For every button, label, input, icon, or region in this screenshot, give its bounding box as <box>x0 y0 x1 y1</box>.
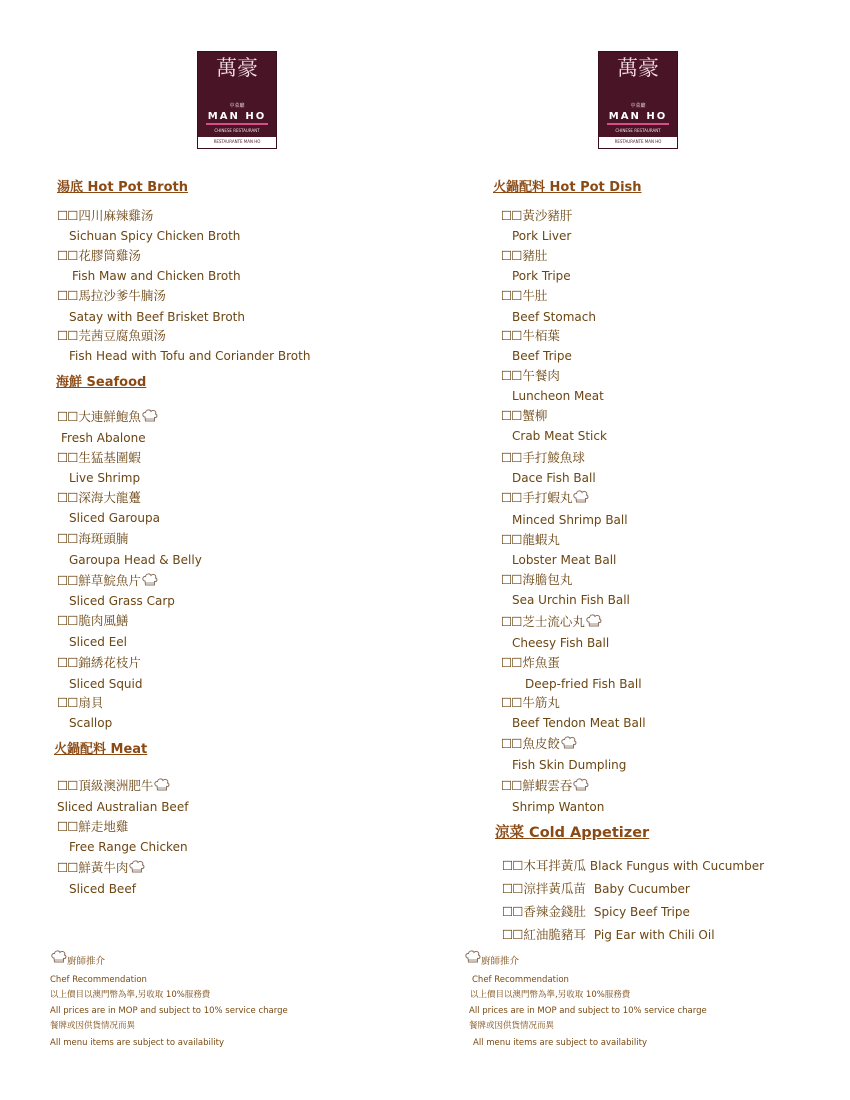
menu-item-en: Luncheon Meat <box>512 389 604 403</box>
menu-item-cn: ☐☐脆肉風鱔 <box>57 613 129 628</box>
menu-item-en: Sliced Grass Carp <box>69 594 175 608</box>
chef-hat-icon <box>586 614 602 633</box>
menu-item-cn: ☐☐牛栢葉 <box>501 328 560 343</box>
menu-item-cn: ☐☐芝士流心丸 <box>501 614 602 633</box>
menu-item-en: Fish Skin Dumpling <box>512 758 627 772</box>
footer-avail-en: All menu items are subject to availability <box>473 1038 647 1048</box>
footer-price-en: All prices are in MOP and subject to 10% service charge <box>50 1006 288 1016</box>
menu-item-cn: ☐☐蟹柳 <box>501 408 548 423</box>
menu-item-en: Crab Meat Stick <box>512 429 607 443</box>
menu-item-en: Sea Urchin Fish Ball <box>512 593 630 607</box>
menu-item-cn: ☐☐錦綉花枝片 <box>57 655 141 670</box>
chef-hat-icon <box>51 950 67 969</box>
logo-strip: RESTAURANTE MAN HO <box>599 136 677 148</box>
logo-sub-cn: 中菜廳 <box>630 103 646 109</box>
menu-item-cn: ☐☐馬拉沙爹牛腩汤 <box>57 288 166 303</box>
menu-item-en: Sliced Garoupa <box>69 511 160 525</box>
menu-item-cn: ☐☐手打鯪魚球 <box>501 450 585 465</box>
menu-item-en: Deep-fried Fish Ball <box>525 677 642 691</box>
menu-item-en: Pork Liver <box>512 229 572 243</box>
menu-item-cn: ☐☐鮮黃牛肉 <box>57 860 145 879</box>
section-heading-cold: 涼菜 Cold Appetizer <box>495 825 650 841</box>
footer-avail-cn: 餐牌或因供貨情况而異 <box>469 1021 555 1031</box>
chef-hat-icon <box>573 778 589 797</box>
footer-chef-en: Chef Recommendation <box>50 975 147 985</box>
menu-item-cn: ☐☐牛筋丸 <box>501 695 560 710</box>
menu-item-en: Shrimp Wanton <box>512 800 605 814</box>
menu-item-cn: ☐☐海膽包丸 <box>501 572 573 587</box>
logo-sub-cn: 中菜廳 <box>229 103 245 109</box>
menu-item-cn: ☐☐鮮草鯇魚片 <box>57 573 158 592</box>
menu-item-en: Sliced Squid <box>69 677 143 691</box>
menu-item-cn: ☐☐頂級澳洲肥牛 <box>57 778 170 797</box>
footer-avail-en: All menu items are subject to availability <box>50 1038 224 1048</box>
footer-avail-cn: 餐牌或因供貨情况而異 <box>50 1021 136 1031</box>
menu-item-cold: ☐☐香辣金錢肚 Spicy Beef Tripe <box>502 904 690 919</box>
logo-strip: RESTAURANTE MAN HO <box>198 136 276 148</box>
section-heading-dish: 火鍋配料 Hot Pot Dish <box>493 180 642 195</box>
menu-item-en: Live Shrimp <box>69 471 141 485</box>
menu-item-cn: ☐☐鮮走地雞 <box>57 819 129 834</box>
menu-item-cn: ☐☐深海大龍躉 <box>57 490 141 505</box>
footer-price-cn: 以上價目以澳門幣為準,另收取 10%服務費 <box>470 990 631 1000</box>
footer-chef-line: 廚師推介 <box>50 950 105 969</box>
logo-sub-en: CHINESE RESTAURANT <box>214 128 260 133</box>
menu-item-en: Cheesy Fish Ball <box>512 636 610 650</box>
menu-item-cn: ☐☐芫茜豆腐魚頭汤 <box>57 328 166 343</box>
logo-en: MAN HO <box>608 111 668 122</box>
chef-hat-icon <box>573 490 589 509</box>
menu-item-cn: ☐☐午餐肉 <box>501 368 560 383</box>
menu-item-en: Sliced Australian Beef <box>57 800 189 814</box>
menu-item-en: Sichuan Spicy Chicken Broth <box>69 229 241 243</box>
menu-item-en: Garoupa Head & Belly <box>69 553 202 567</box>
menu-item-en: Beef Tendon Meat Ball <box>512 716 646 730</box>
chef-hat-icon <box>142 573 158 592</box>
menu-item-cold: ☐☐紅油脆豬耳 Pig Ear with Chili Oil <box>502 927 715 942</box>
menu-item-en: Lobster Meat Ball <box>512 553 617 567</box>
chef-hat-icon <box>154 778 170 797</box>
menu-item-cn: ☐☐龍蝦丸 <box>501 532 560 547</box>
footer-chef-line: 廚師推介 <box>464 950 519 969</box>
menu-item-cold: ☐☐涼拌黃瓜苗 Baby Cucumber <box>502 881 690 896</box>
menu-item-en: Dace Fish Ball <box>512 471 596 485</box>
restaurant-logo <box>197 51 277 149</box>
menu-item-en: Sliced Beef <box>69 882 136 896</box>
menu-item-en: Fish Head with Tofu and Coriander Broth <box>69 349 311 363</box>
logo-sub-en: CHINESE RESTAURANT <box>615 128 661 133</box>
chef-hat-icon <box>142 409 158 428</box>
menu-item-cn: ☐☐鮮蝦雲吞 <box>501 778 589 797</box>
footer-price-cn: 以上價目以澳門幣為準,另收取 10%服務費 <box>50 990 211 1000</box>
chef-hat-icon <box>465 950 481 969</box>
menu-item-en: Pork Tripe <box>512 269 571 283</box>
logo-bar <box>206 123 268 125</box>
section-heading-seafood: 海鮮 Seafood <box>56 375 147 390</box>
footer-price-en: All prices are in MOP and subject to 10% service charge <box>469 1006 707 1016</box>
menu-item-cn: ☐☐豬肚 <box>501 248 548 263</box>
restaurant-logo <box>598 51 678 149</box>
menu-item-cn: ☐☐手打蝦丸 <box>501 490 589 509</box>
menu-item-cn: ☐☐扇貝 <box>57 695 104 710</box>
menu-item-en: Beef Stomach <box>512 310 596 324</box>
menu-item-cn: ☐☐生猛基圍蝦 <box>57 450 141 465</box>
menu-item-en: Scallop <box>69 716 113 730</box>
menu-item-cn: ☐☐大連鮮鮑魚 <box>57 409 158 428</box>
menu-item-en: Fresh Abalone <box>61 431 146 445</box>
menu-item-cn: ☐☐魚皮餃 <box>501 736 577 755</box>
section-heading-broth: 湯底 Hot Pot Broth <box>57 180 188 195</box>
menu-item-cold: ☐☐木耳拌黃瓜 Black Fungus with Cucumber <box>502 858 765 873</box>
menu-item-cn: ☐☐四川麻辣雞汤 <box>57 208 154 223</box>
menu-item-en: Minced Shrimp Ball <box>512 513 628 527</box>
chef-hat-icon <box>129 860 145 879</box>
menu-item-en: Free Range Chicken <box>69 840 188 854</box>
menu-item-cn: ☐☐花膠筒雞汤 <box>57 248 141 263</box>
footer-chef-en: Chef Recommendation <box>472 975 569 985</box>
logo-cn: 萬豪 <box>617 56 659 80</box>
menu-item-cn: ☐☐黃沙豬肝 <box>501 208 573 223</box>
menu-item-en: Sliced Eel <box>69 635 127 649</box>
menu-item-en: Beef Tripe <box>512 349 572 363</box>
logo-en: MAN HO <box>207 111 267 122</box>
menu-item-en: Satay with Beef Brisket Broth <box>69 310 245 324</box>
menu-item-en: Fish Maw and Chicken Broth <box>72 269 241 283</box>
menu-item-cn: ☐☐牛肚 <box>501 288 548 303</box>
menu-item-cn: ☐☐炸魚蛋 <box>501 655 560 670</box>
logo-bar <box>607 123 669 125</box>
chef-hat-icon <box>561 736 577 755</box>
logo-cn: 萬豪 <box>216 56 258 80</box>
menu-item-cn: ☐☐海斑頭腩 <box>57 531 129 546</box>
section-heading-meat: 火鍋配料 Meat <box>54 742 148 757</box>
